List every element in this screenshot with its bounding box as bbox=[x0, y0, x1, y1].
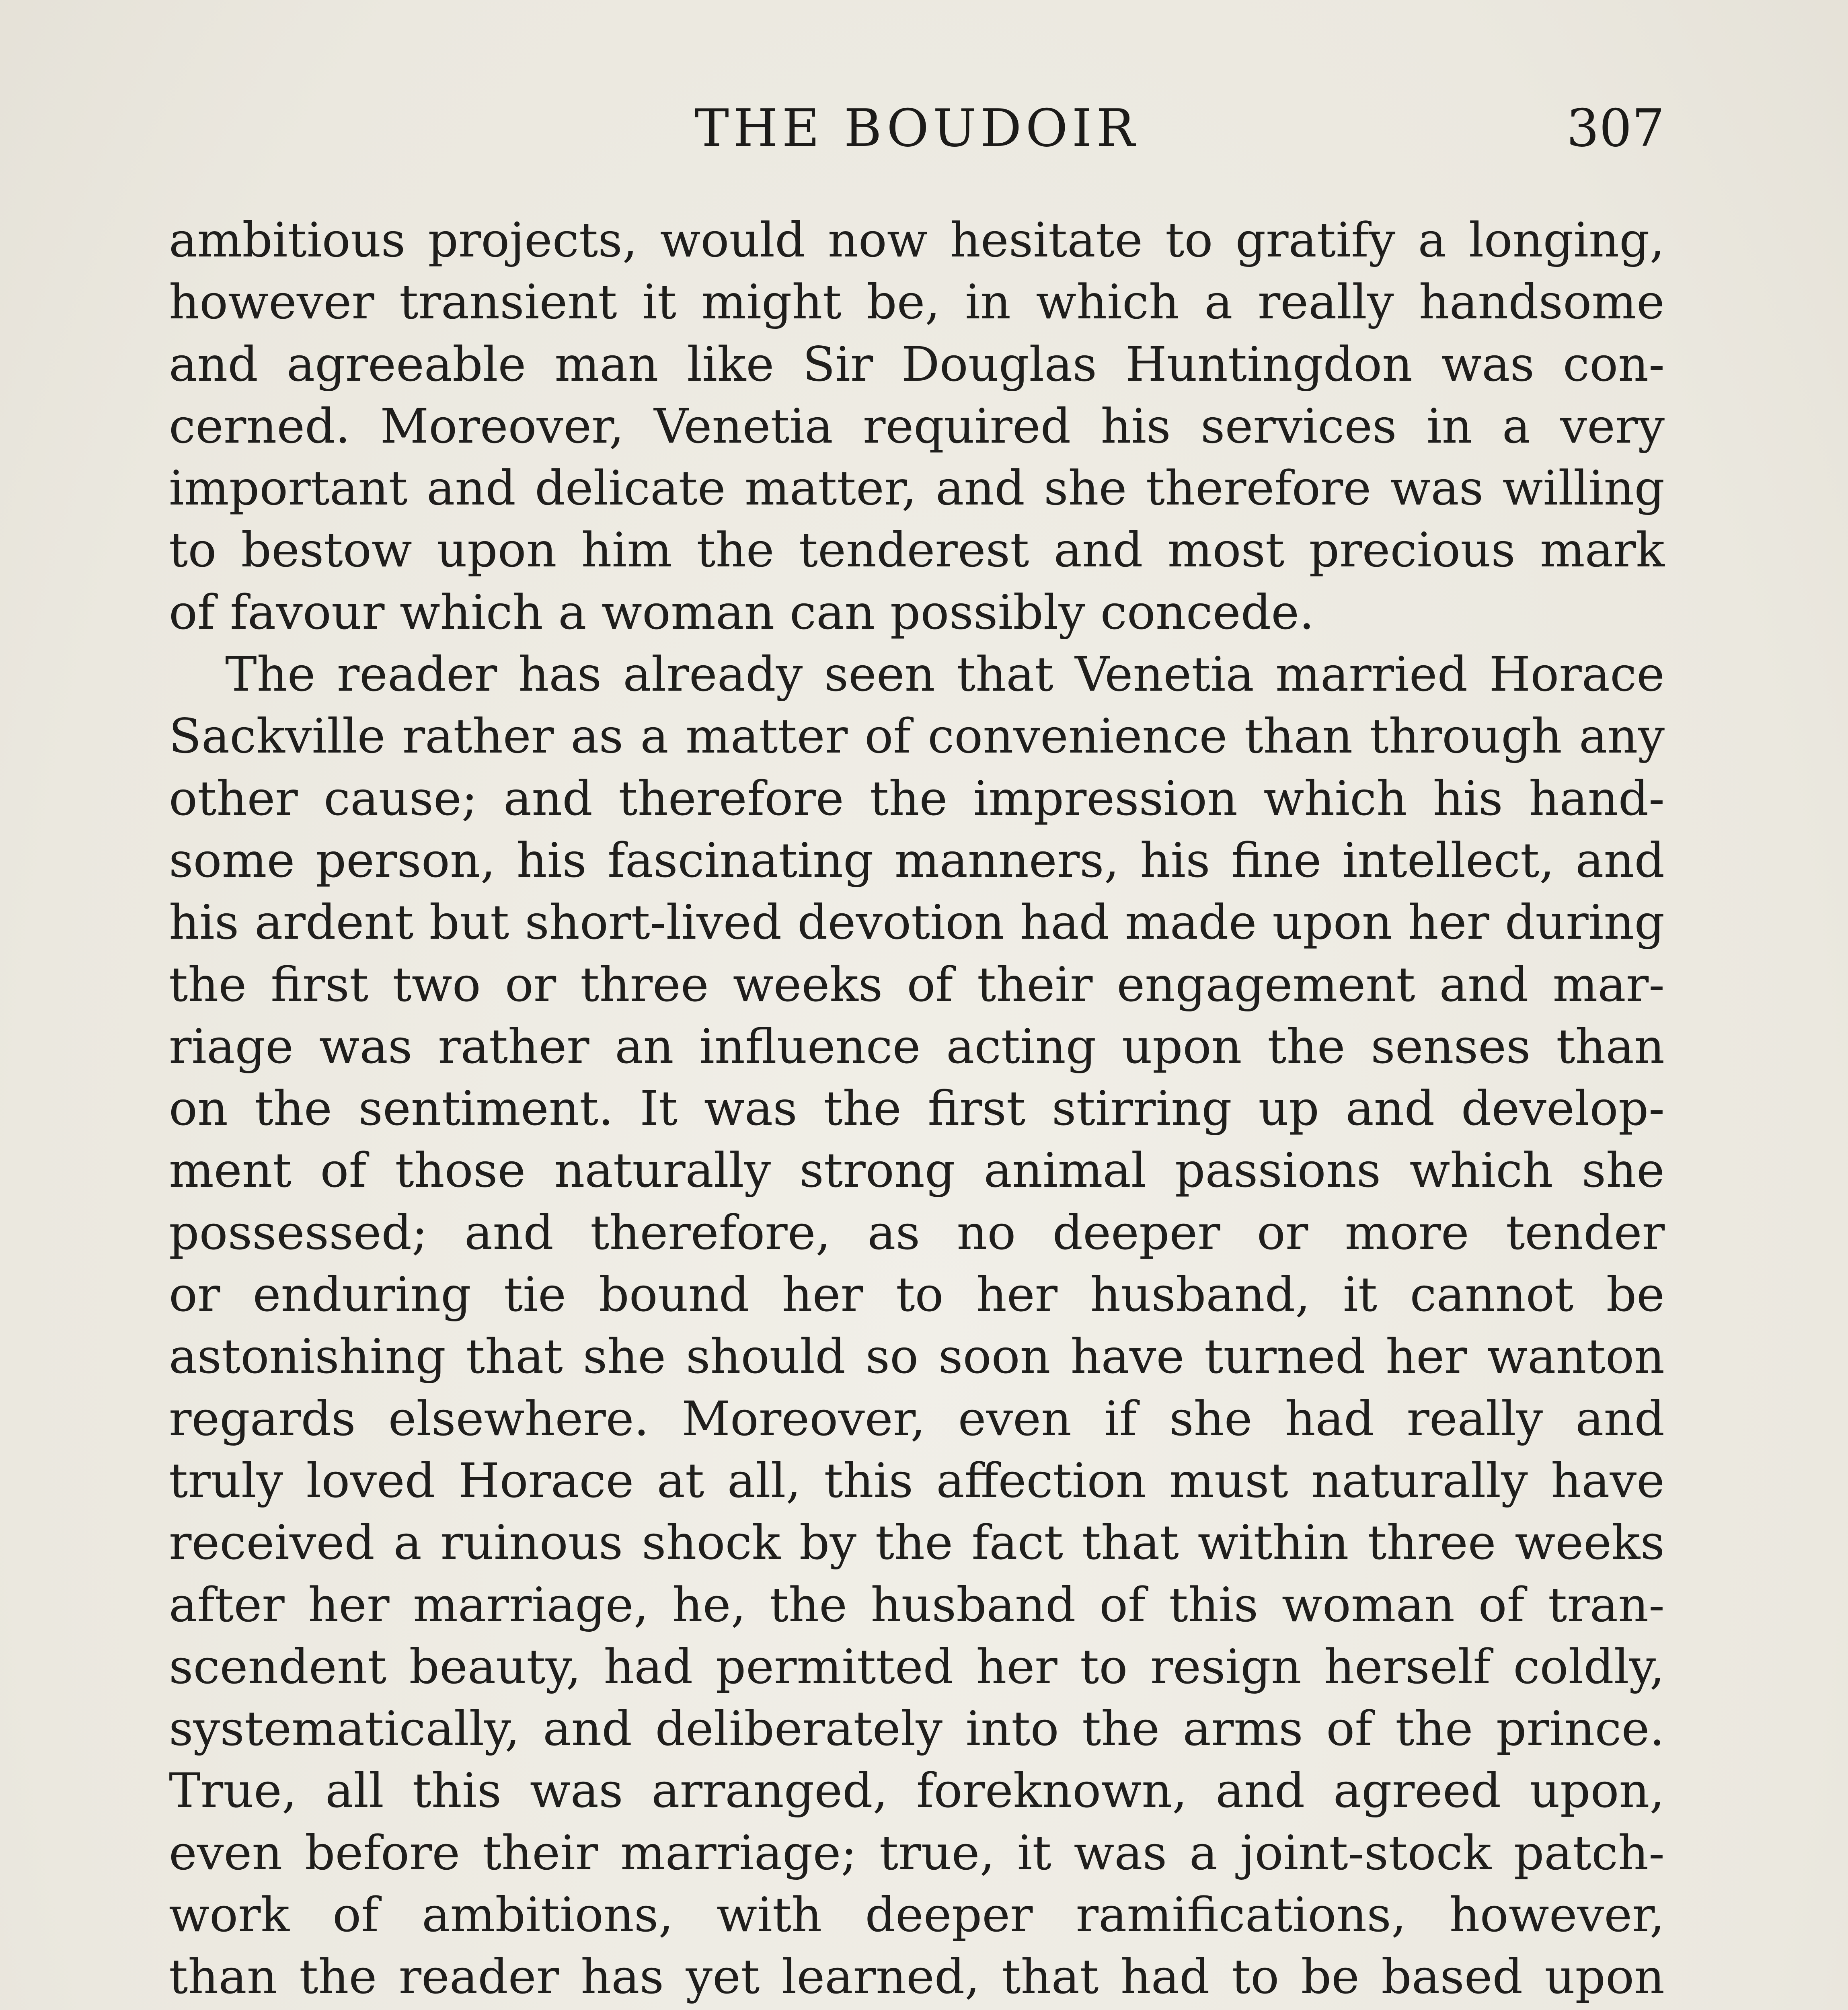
text-line: truly loved Horace at all, this affection must naturally have bbox=[169, 1452, 1665, 1508]
text-line: however transient it might be, in which a really handsome bbox=[169, 274, 1665, 330]
text-line: ambitious projects, would now hesitate to gratify a longing, bbox=[169, 212, 1665, 268]
text-line: and agreeable man like Sir Douglas Huntingdon was con- bbox=[169, 336, 1665, 392]
text-line: his ardent but short-lived devotion had made upon her during bbox=[169, 894, 1665, 950]
body-text bbox=[169, 209, 1665, 2010]
text-line: than the reader has yet learned, that had to be based upon bbox=[169, 1949, 1665, 2005]
text-line: to bestow upon him the tenderest and most precious mark bbox=[169, 522, 1665, 578]
text-line: important and delicate matter, and she therefore was willing bbox=[169, 460, 1665, 516]
text-line: even before their marriage; true, it was a joint-stock patch- bbox=[169, 1825, 1665, 1881]
text-line: True, all this was arranged, foreknown, and agreed upon, bbox=[169, 1763, 1665, 1819]
text-line: astonishing that she should so soon have turned her wanton bbox=[169, 1329, 1665, 1384]
paragraph-start-line: The reader has already seen that Venetia married Horace bbox=[225, 646, 1665, 702]
paragraph-end-line: of favour which a woman can possibly concede. bbox=[169, 584, 1314, 640]
text-line: or enduring tie bound her to her husband, it cannot be bbox=[169, 1267, 1665, 1323]
text-line: received a ruinous shock by the fact that within three weeks bbox=[169, 1515, 1665, 1571]
text-line: other cause; and therefore the impression which his hand- bbox=[169, 770, 1665, 826]
text-line: riage was rather an influence acting upon the senses than bbox=[169, 1018, 1665, 1074]
text-line: systematically, and deliberately into the arms of the prince. bbox=[169, 1701, 1665, 1757]
text-line: work of ambitions, with deeper ramifications, however, bbox=[169, 1887, 1665, 1943]
text-line bbox=[169, 2008, 1665, 2010]
text-line: after her marriage, he, the husband of this woman of tran- bbox=[169, 1577, 1665, 1633]
text-line: Sackville rather as a matter of convenience than through any bbox=[169, 708, 1665, 764]
text-line: cerned. Moreover, Venetia required his services in a very bbox=[169, 398, 1665, 454]
page-number: 307 bbox=[1566, 98, 1665, 158]
page-header bbox=[169, 92, 1665, 165]
text-line: ment of those naturally strong animal passions which she bbox=[169, 1142, 1665, 1198]
running-title: THE BOUDOIR bbox=[694, 98, 1139, 158]
text-line: the first two or three weeks of their engagement and mar- bbox=[169, 956, 1665, 1012]
text-line: possessed; and therefore, as no deeper or more tender bbox=[169, 1204, 1665, 1260]
text-line: on the sentiment. It was the first stirring up and develop- bbox=[169, 1081, 1665, 1136]
text-line: regards elsewhere. Moreover, even if she had really and bbox=[169, 1391, 1665, 1446]
text-line: some person, his fascinating manners, his fine intellect, and bbox=[169, 832, 1665, 888]
text-line: scendent beauty, had permitted her to resign herself coldly, bbox=[169, 1639, 1665, 1694]
